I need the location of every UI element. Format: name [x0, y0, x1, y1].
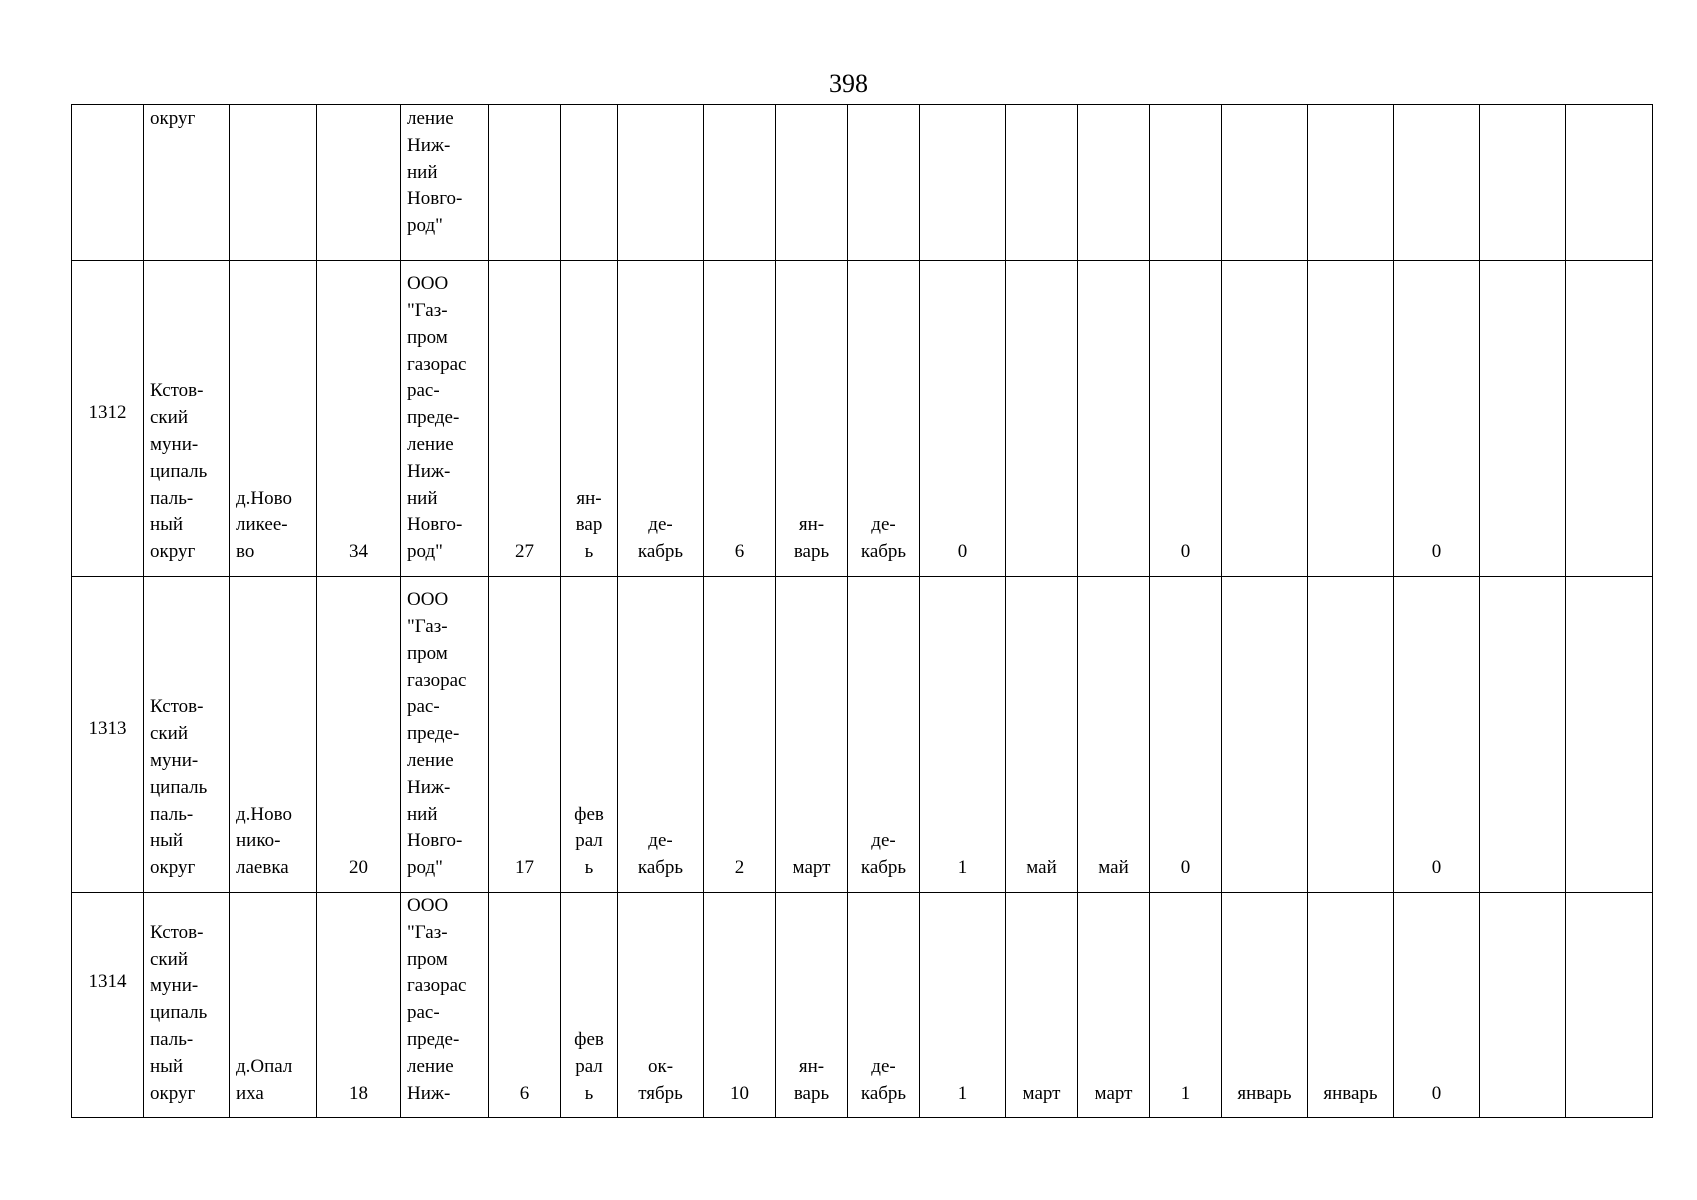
district-cell: Кстов- ский муни- ципаль паль- ный округ [144, 893, 230, 1118]
count-e-cell: 0 [1150, 261, 1222, 577]
month-d-cell: де- кабрь [848, 261, 920, 577]
month-e-cell [1006, 105, 1078, 261]
organization-cell: ление Ниж- ний Новго- род" [401, 105, 489, 261]
count-d-cell: 1 [920, 577, 1006, 893]
extra-b-cell [1566, 105, 1653, 261]
count-c-cell: 6 [704, 261, 776, 577]
row-id: 1312 [72, 261, 144, 577]
district-cell: Кстов- ский муни- ципаль паль- ный округ [144, 261, 230, 577]
locality-cell: д.Опал иха [230, 893, 317, 1118]
month-g-cell [1222, 577, 1308, 893]
count-f-cell: 0 [1394, 893, 1480, 1118]
month-b-cell: ок- тябрь [618, 893, 704, 1118]
count-f-cell [1394, 105, 1480, 261]
month-f-cell: март [1078, 893, 1150, 1118]
count-b-cell: 17 [489, 577, 561, 893]
month-c-cell: ян- варь [776, 893, 848, 1118]
month-b-cell: де- кабрь [618, 261, 704, 577]
month-h-cell [1308, 261, 1394, 577]
extra-b-cell [1566, 577, 1653, 893]
month-e-cell: май [1006, 577, 1078, 893]
count-f-cell: 0 [1394, 577, 1480, 893]
row-id [72, 105, 144, 261]
page-number-text: 398 [829, 69, 868, 98]
row-id: 1313 [72, 577, 144, 893]
month-c-cell: ян- варь [776, 261, 848, 577]
extra-a-cell [1480, 893, 1566, 1118]
month-b-cell [618, 105, 704, 261]
extra-a-cell [1480, 577, 1566, 893]
count-d-cell: 0 [920, 261, 1006, 577]
count-b-cell: 27 [489, 261, 561, 577]
month-f-cell [1078, 261, 1150, 577]
count-a-cell: 18 [317, 893, 401, 1118]
month-a-cell: фев рал ь [561, 893, 618, 1118]
month-h-cell: январь [1308, 893, 1394, 1118]
organization-cell: ООО "Газ- пром газорас рас- преде- ление Ниж- ний Новго- род" [401, 577, 489, 893]
extra-b-cell [1566, 261, 1653, 577]
month-h-cell [1308, 105, 1394, 261]
count-c-cell: 2 [704, 577, 776, 893]
locality-cell: д.Ново нико- лаевка [230, 577, 317, 893]
table-row [72, 577, 1653, 893]
locality-cell: д.Ново ликее- во [230, 261, 317, 577]
count-b-cell [489, 105, 561, 261]
month-g-cell [1222, 105, 1308, 261]
month-c-cell [776, 105, 848, 261]
month-d-cell: де- кабрь [848, 577, 920, 893]
extra-a-cell [1480, 105, 1566, 261]
month-c-cell: март [776, 577, 848, 893]
month-d-cell: де- кабрь [848, 893, 920, 1118]
month-f-cell [1078, 105, 1150, 261]
count-e-cell [1150, 105, 1222, 261]
month-a-cell: ян- вар ь [561, 261, 618, 577]
extra-a-cell [1480, 261, 1566, 577]
month-g-cell: январь [1222, 893, 1308, 1118]
organization-cell: ООО "Газ- пром газорас рас- преде- ление Ниж- [401, 893, 489, 1118]
table-row [72, 261, 1653, 577]
month-h-cell [1308, 577, 1394, 893]
count-d-cell: 1 [920, 893, 1006, 1118]
count-a-cell: 20 [317, 577, 401, 893]
district-cell: Кстов- ский муни- ципаль паль- ный округ [144, 577, 230, 893]
district-cell: округ [144, 105, 230, 261]
table-row [72, 893, 1653, 1118]
extra-b-cell [1566, 893, 1653, 1118]
count-e-cell: 1 [1150, 893, 1222, 1118]
table-row [72, 105, 1653, 261]
month-e-cell [1006, 261, 1078, 577]
count-b-cell: 6 [489, 893, 561, 1118]
page-number [0, 70, 1697, 98]
count-f-cell: 0 [1394, 261, 1480, 577]
organization-cell: ООО "Газ- пром газорас рас- преде- ление Ниж- ний Новго- род" [401, 261, 489, 577]
row-id: 1314 [72, 893, 144, 1118]
month-b-cell: де- кабрь [618, 577, 704, 893]
locality-cell [230, 105, 317, 261]
month-f-cell: май [1078, 577, 1150, 893]
count-a-cell: 34 [317, 261, 401, 577]
month-a-cell: фев рал ь [561, 577, 618, 893]
count-e-cell: 0 [1150, 577, 1222, 893]
count-c-cell [704, 105, 776, 261]
count-c-cell: 10 [704, 893, 776, 1118]
month-d-cell [848, 105, 920, 261]
data-table [71, 104, 1653, 1118]
month-a-cell [561, 105, 618, 261]
month-g-cell [1222, 261, 1308, 577]
count-a-cell [317, 105, 401, 261]
month-e-cell: март [1006, 893, 1078, 1118]
count-d-cell [920, 105, 1006, 261]
